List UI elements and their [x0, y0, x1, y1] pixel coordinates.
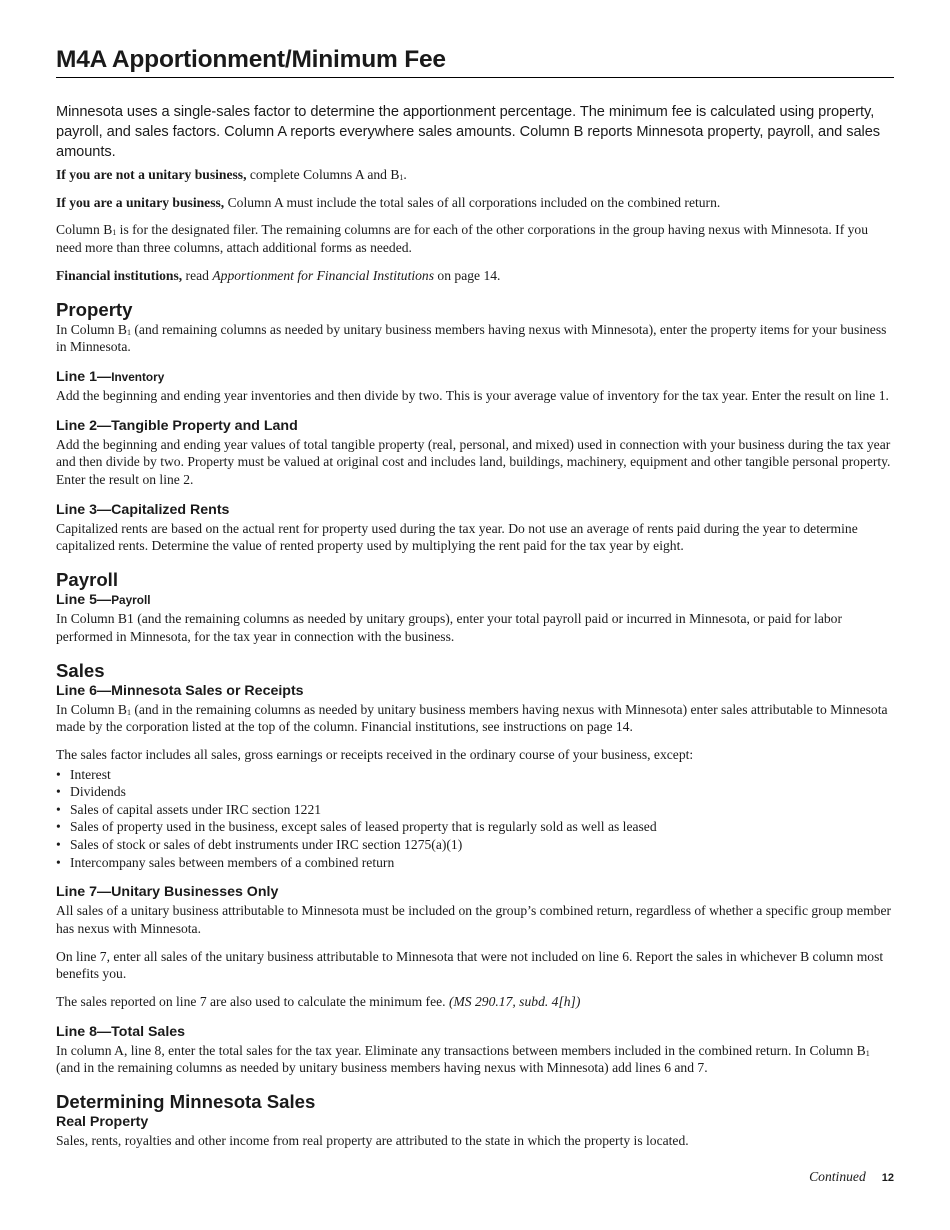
line8-heading: Line 8—Total Sales	[56, 1023, 186, 1040]
property-heading: Property	[56, 298, 133, 320]
line8-text	[56, 1042, 894, 1077]
page-footer	[809, 1169, 894, 1185]
page-number: 12	[881, 1172, 894, 1184]
payroll-heading: Payroll	[56, 569, 119, 591]
subscript: 1	[127, 707, 131, 717]
statute-citation: (MS 290.17, subd. 4[h])	[448, 994, 581, 1010]
continued-label: Continued	[809, 1169, 866, 1184]
line6-text	[56, 701, 894, 736]
financial-lead: Financial institutions,	[56, 267, 183, 283]
line6-text-pre: In Column B	[56, 701, 127, 717]
line6-heading: Line 6—Minnesota Sales or Receipts	[56, 682, 304, 699]
line7-text-1: All sales of a unitary business attributable to Minnesota must be included on the group’s combined return, regardless of whether a specific group member has nexus with Minnesota.	[56, 903, 892, 936]
column-b1-paragraph	[56, 221, 894, 256]
unitary-paragraph	[56, 194, 894, 212]
line1-text: Add the beginning and ending year inventories and then divide by two. This is your average value of inventory for the tax year. Enter the result on line 1.	[56, 387, 889, 403]
unitary-lead: If you are a unitary business,	[56, 194, 225, 210]
list-item: • Interest	[56, 766, 894, 784]
line3-heading: Line 3—Capitalized Rents	[56, 501, 230, 518]
financial-institutions-paragraph	[56, 267, 894, 285]
line1-heading	[56, 368, 894, 386]
subscript: 1	[127, 327, 131, 337]
line5-heading-main: Line 5—	[56, 592, 112, 609]
column-b1-text: is for the designated filer. The remaining columns are for each of the other corporations in the group having nexus with Minnesota. If you need more than three columns, attach additional forms as needed.	[56, 222, 869, 256]
line5-heading-small: Payroll	[111, 593, 151, 608]
line2-text: Add the beginning and ending year values of total tangible property (real, personal, and mixed) used in connection with your business during the tax year and then divide by two. Property must be valued at original cost and includes land, buildings, machinery, equipment and other tangible personal property. Enter the result on line 2.	[56, 436, 891, 488]
page-title: M4A Apportionment/Minimum Fee	[56, 46, 894, 78]
list-item: • Sales of property used in the business, except sales of leased property that is regularly sold as well as leased	[56, 818, 894, 836]
unitary-text: Column A must include the total sales of all corporations included on the combined return.	[224, 194, 721, 210]
property-intro	[56, 321, 894, 356]
line7-text-3-main: The sales reported on line 7 are also used to calculate the minimum fee.	[56, 994, 449, 1010]
subscript: 1	[865, 1048, 870, 1058]
financial-post: on page 14.	[434, 267, 501, 283]
subscript: 1	[399, 173, 404, 182]
line3-text: Capitalized rents are based on the actual rent for property used during the tax year. Do not use an average of rents paid during the year to determine capitalized rents. Determine the value of rented property used by multiplying the rent paid for the tax year by eight.	[56, 520, 858, 554]
line1-heading-main: Line 1—	[56, 368, 112, 385]
not-unitary-text: complete Columns A and B	[246, 167, 400, 182]
determining-sales-heading: Determining Minnesota Sales	[56, 1091, 316, 1113]
not-unitary-lead: If you are not a unitary business,	[56, 167, 247, 182]
property-intro-pre: In Column B	[56, 321, 127, 337]
real-property-text: Sales, rents, royalties and other income from real property are attributed to the state in which the property is located.	[56, 1133, 689, 1149]
list-item: • Sales of stock or sales of debt instruments under IRC section 1275(a)(1)	[56, 836, 894, 854]
sales-factor-text: The sales factor includes all sales, gross earnings or receipts received in the ordinary course of your business, except:	[56, 746, 694, 762]
line1-heading-small: Inventory	[111, 369, 165, 384]
line8-text-main: In column A, line 8, enter the total sales for the tax year. Eliminate any transactions between members included in the combined return. In Column B	[56, 1042, 866, 1058]
intro-paragraph: Minnesota uses a single-sales factor to determine the apportionment percentage. The minimum fee is calculated using property, payroll, and sales factors. Column A reports everywhere sales amounts. Column B reports Minnesota property, payroll, and sales amounts.	[56, 104, 881, 160]
list-item: • Sales of capital assets under IRC section 1221	[56, 801, 894, 819]
not-unitary-paragraph	[56, 166, 894, 184]
not-unitary-end: .	[403, 167, 407, 182]
line8-text-end: (and in the remaining columns as needed by unitary business members having nexus with Minnesota) add lines 6 and 7.	[56, 1060, 708, 1076]
real-property-heading: Real Property	[56, 1114, 149, 1131]
line6-text-main: (and in the remaining columns as needed by unitary business members having nexus with Minnesota) enter sales attributable to Minnesota made by the corporation listed at the top of the column. Financial institutions, see instructions on page 14.	[56, 701, 888, 735]
line7-heading: Line 7—Unitary Businesses Only	[56, 884, 279, 901]
sales-heading: Sales	[56, 659, 105, 681]
financial-reference: Apportionment for Financial Institutions	[212, 267, 435, 283]
line5-heading	[56, 591, 894, 609]
property-intro-text: (and remaining columns as needed by unitary business members having nexus with Minnesota), enter the property items for your business in Minnesota.	[56, 321, 887, 355]
line7-text-2: On line 7, enter all sales of the unitary business attributable to Minnesota that were not included on line 6. Report the sales in whichever B column most benefits you.	[56, 948, 884, 982]
list-item: • Intercompany sales between members of a combined return	[56, 854, 894, 872]
line7-text-3	[56, 993, 894, 1011]
list-item: • Dividends	[56, 783, 894, 801]
subscript: 1	[112, 228, 117, 238]
line5-text: In Column B1 (and the remaining columns as needed by unitary groups), enter your total payroll paid or incurred in Minnesota, or paid for labor performed in Minnesota, for the tax year in connection with the business.	[56, 611, 842, 644]
document-body	[56, 46, 894, 1160]
column-b1-pre: Column B	[56, 222, 113, 238]
line2-heading: Line 2—Tangible Property and Land	[56, 417, 298, 434]
sales-exceptions-list	[56, 766, 894, 872]
financial-pre: read	[182, 267, 213, 283]
